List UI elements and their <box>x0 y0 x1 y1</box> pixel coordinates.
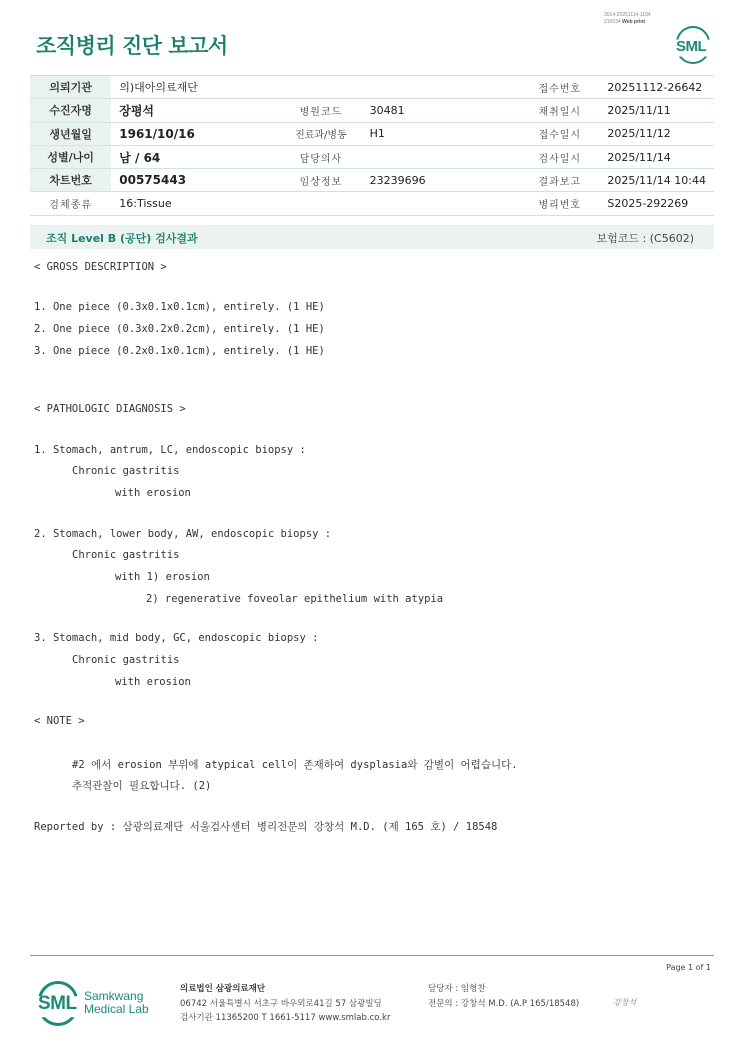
label-chart-number: 차트번호 <box>30 169 111 192</box>
lab-name: Samkwang Medical Lab <box>84 989 149 1016</box>
sml-logo-icon: SML <box>674 26 714 64</box>
label-collection-date: 채취일시 <box>520 99 599 122</box>
section-title: 조직 Level B (공단) 검사결과 <box>46 232 198 245</box>
diagnosis-finding: Chronic gastritis <box>72 549 180 561</box>
print-meta-line1: 3014-20251114-1104 <box>604 12 651 18</box>
heading-note: < NOTE > <box>34 715 85 727</box>
patient-info-table <box>30 75 714 216</box>
result-section-header <box>30 225 714 249</box>
value-requesting-institution: 의)대아의료재단 <box>111 76 520 99</box>
label-receipt-date: 접수일시 <box>520 122 599 145</box>
signature: 강창석 <box>613 998 637 1007</box>
label-requesting-institution: 의뢰기관 <box>30 76 111 99</box>
label-physician: 담당의사 <box>280 145 361 168</box>
print-meta-id: 210034 <box>604 19 621 25</box>
value-test-date: 2025/11/14 <box>599 145 714 168</box>
footer-staff-info <box>428 982 579 1011</box>
diagnosis-detail: 2) regenerative foveolar epithelium with atypia <box>146 593 444 605</box>
diagnosis-finding: Chronic gastritis <box>72 654 180 666</box>
table-row <box>30 76 714 99</box>
label-hospital-code: 병원코드 <box>280 99 361 122</box>
value-receipt-date: 2025/11/12 <box>599 122 714 145</box>
label-birth-date: 생년월일 <box>30 122 111 145</box>
specialist: 전문의 : 강창석 M.D. (A.P 165/18548) <box>428 998 580 1009</box>
diagnosis-finding: Chronic gastritis <box>72 465 180 477</box>
note-text: #2 에서 erosion 부위에 atypical cell이 존재하여 dysplasia와 감별이 어렵습니다. <box>72 759 518 771</box>
value-patient-name: 장평석 <box>111 99 280 122</box>
heading-gross-description: < GROSS DESCRIPTION > <box>34 261 167 273</box>
diagnosis-detail: with 1) erosion <box>115 571 210 583</box>
value-physician <box>362 145 521 168</box>
footer-logo <box>38 981 158 1027</box>
table-row <box>30 145 714 168</box>
value-specimen-type: 16:Tissue <box>111 192 520 215</box>
diagnosis-site: 3. Stomach, mid body, GC, endoscopic biopsy : <box>34 632 319 644</box>
gross-item: 2. One piece (0.3x0.2x0.2cm), entirely. (1 HE) <box>34 323 325 335</box>
value-clinical-info: 23239696 <box>362 169 521 192</box>
reported-by: Reported by : 삼광의료재단 서울검사센터 병리전문의 강창석 M.D. (제 165 호) / 18548 <box>34 821 498 833</box>
label-patient-name: 수진자명 <box>30 99 111 122</box>
org-contact: 검사기관 11365200 T 1661-5117 www.smlab.co.kr <box>180 1013 391 1023</box>
value-collection-date: 2025/11/11 <box>599 99 714 122</box>
note-text: 추적관찰이 필요합니다. (2) <box>72 780 212 792</box>
value-chart-number: 00575443 <box>111 169 280 192</box>
value-pathology-number: S2025-292269 <box>599 192 714 215</box>
org-name: 의료법인 삼광의료재단 <box>180 984 266 994</box>
label-receipt-number: 접수번호 <box>520 76 599 99</box>
value-department: H1 <box>362 122 521 145</box>
manager: 담당자 : 임형찬 <box>428 984 486 994</box>
label-sex-age: 성별/나이 <box>30 145 111 168</box>
footer-divider <box>30 955 714 956</box>
table-row <box>30 99 714 122</box>
label-department: 진료과/병동 <box>280 122 361 145</box>
print-meta <box>604 12 651 26</box>
value-result-report: 2025/11/14 10:44 <box>599 169 714 192</box>
value-birth-date: 1961/10/16 <box>111 122 280 145</box>
label-test-date: 검사일시 <box>520 145 599 168</box>
gross-item: 3. One piece (0.2x0.1x0.1cm), entirely. (1 HE) <box>34 345 325 357</box>
page-number: Page 1 of 1 <box>666 963 711 972</box>
diagnosis-site: 2. Stomach, lower body, AW, endoscopic biopsy : <box>34 528 332 540</box>
label-result-report: 결과보고 <box>520 169 599 192</box>
gross-item: 1. One piece (0.3x0.1x0.1cm), entirely. (1 HE) <box>34 301 325 313</box>
diagnosis-site: 1. Stomach, antrum, LC, endoscopic biopsy : <box>34 444 306 456</box>
heading-pathologic-diagnosis: < PATHOLOGIC DIAGNOSIS > <box>34 403 186 415</box>
value-receipt-number: 20251112-26642 <box>599 76 714 99</box>
page-title: 조직병리 진단 보고서 <box>36 34 228 58</box>
footer-org-info <box>180 982 390 1026</box>
label-pathology-number: 병리번호 <box>520 192 599 215</box>
label-clinical-info: 임상정보 <box>280 169 361 192</box>
diagnosis-detail: with erosion <box>115 676 191 688</box>
value-hospital-code: 30481 <box>362 99 521 122</box>
table-row <box>30 192 714 215</box>
label-specimen-type: 검체종류 <box>30 192 111 215</box>
table-row <box>30 122 714 145</box>
print-meta-label: Web print <box>622 19 646 25</box>
table-row <box>30 169 714 192</box>
org-address: 06742 서울특별시 서초구 바우뫼로41길 57 삼광빌딩 <box>180 998 382 1009</box>
diagnosis-detail: with erosion <box>115 487 191 499</box>
footer-logo-text: SML <box>38 993 77 1014</box>
value-sex-age: 남 / 64 <box>111 145 280 168</box>
insurance-code: 보험코드 : (C5602) <box>596 232 694 245</box>
